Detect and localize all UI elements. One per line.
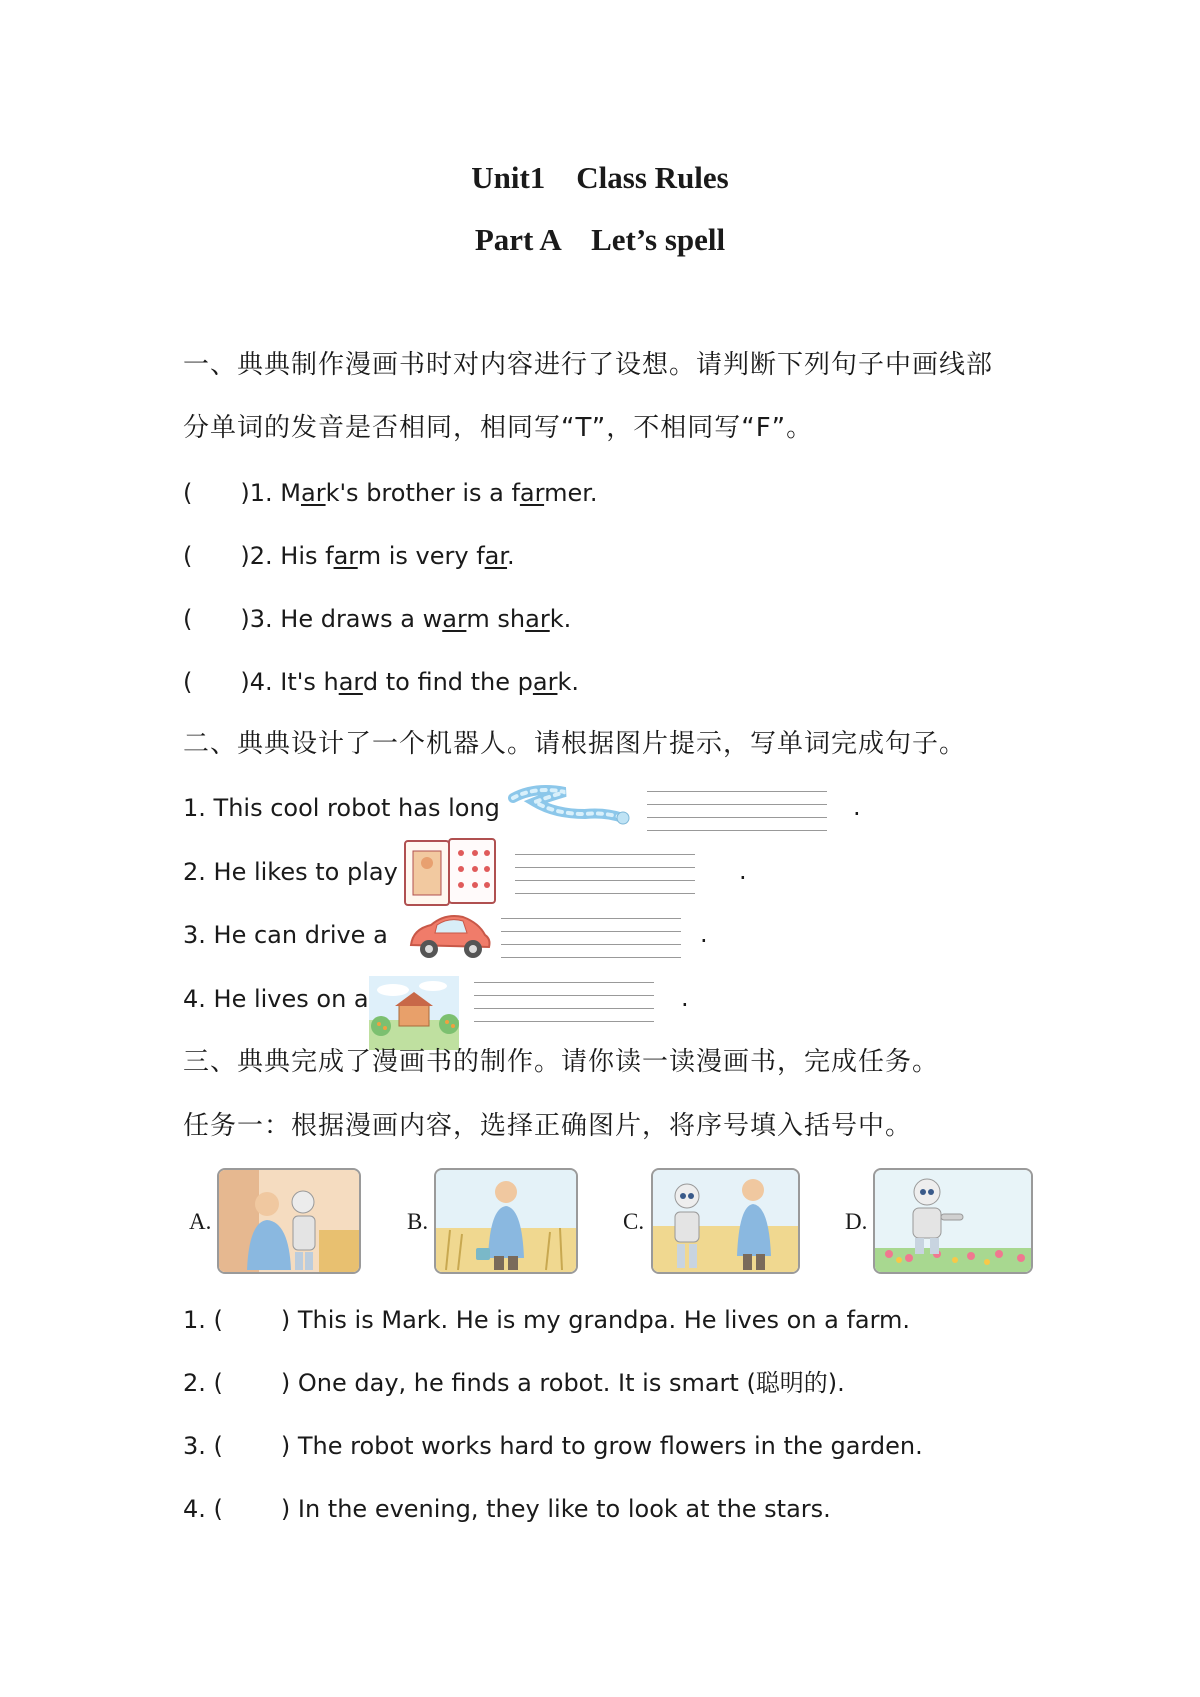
sentence-period: . — [681, 984, 689, 1012]
page-subtitle: Part A Let’s spell — [474, 222, 726, 257]
judge-item-4: ( )4. It's hard to find the park. — [183, 668, 579, 696]
write-item-4: 4. He lives on a — [183, 985, 369, 1013]
car-icon — [405, 905, 495, 965]
option-label-c: C. — [623, 1209, 645, 1234]
underlined-letters: ar — [519, 479, 545, 507]
option-label-a: A. — [189, 1209, 212, 1234]
sentence-period: . — [739, 857, 747, 885]
judge-item-2: ( )2. His farm is very far. — [183, 542, 515, 570]
answer-lines[interactable] — [474, 982, 654, 1034]
underlined-letters: ar — [338, 668, 363, 696]
option-picture-d — [873, 1168, 1033, 1274]
underlined-letters: ar — [532, 668, 558, 696]
playing-cards-icon — [403, 837, 498, 907]
answer-lines[interactable] — [501, 918, 681, 970]
judge-item-1: ( )1. Mark's brother is a farmer. — [183, 479, 598, 507]
answer-lines[interactable] — [647, 791, 827, 843]
section3-instruction: 三、典典完成了漫画书的制作。请你读一读漫画书，完成任务。 — [183, 1047, 940, 1077]
write-item-3: 3. He can drive a — [183, 921, 388, 949]
underlined-letters: ar — [442, 605, 467, 633]
task-item-1: 1. ( ) This is Mark. He is my grandpa. He lives on a farm. — [183, 1306, 911, 1334]
underlined-letters: ar — [333, 542, 358, 570]
judge-item-3: ( )3. He draws a warm shark. — [183, 605, 572, 633]
farm-icon — [369, 976, 459, 1050]
option-picture-b — [434, 1168, 578, 1274]
underlined-letters: ar — [525, 605, 550, 633]
task-item-2: 2. ( ) One day, he finds a robot. It is smart (聪明的). — [183, 1369, 845, 1397]
option-picture-a — [217, 1168, 361, 1274]
option-label-b: B. — [407, 1209, 429, 1234]
option-picture-c — [651, 1168, 800, 1274]
section1-instruction-line2: 分单词的发音是否相同，相同写“T”，不相同写“F”。 — [183, 413, 814, 443]
task-item-4: 4. ( ) In the evening, they like to look at the stars. — [183, 1495, 831, 1523]
sentence-period: . — [853, 793, 861, 821]
task-item-3: 3. ( ) The robot works hard to grow flowers in the garden. — [183, 1432, 923, 1460]
underlined-letters: ar — [300, 479, 326, 507]
section1-instruction-line1: 一、典典制作漫画书时对内容进行了设想。请判断下列句子中画线部 — [183, 350, 994, 380]
write-item-1: 1. This cool robot has long — [183, 794, 500, 822]
sentence-period: . — [700, 920, 708, 948]
task1-instruction: 任务一：根据漫画内容，选择正确图片，将序号填入括号中。 — [183, 1111, 913, 1141]
arm-icon — [505, 784, 630, 836]
answer-lines[interactable] — [515, 854, 695, 906]
underlined-letters: ar — [484, 542, 508, 570]
page-title: Unit1 Class Rules — [471, 160, 729, 195]
write-item-2: 2. He likes to play — [183, 858, 398, 886]
option-label-d: D. — [845, 1209, 868, 1234]
section2-instruction: 二、典典设计了一个机器人。请根据图片提示，写单词完成句子。 — [183, 729, 967, 759]
